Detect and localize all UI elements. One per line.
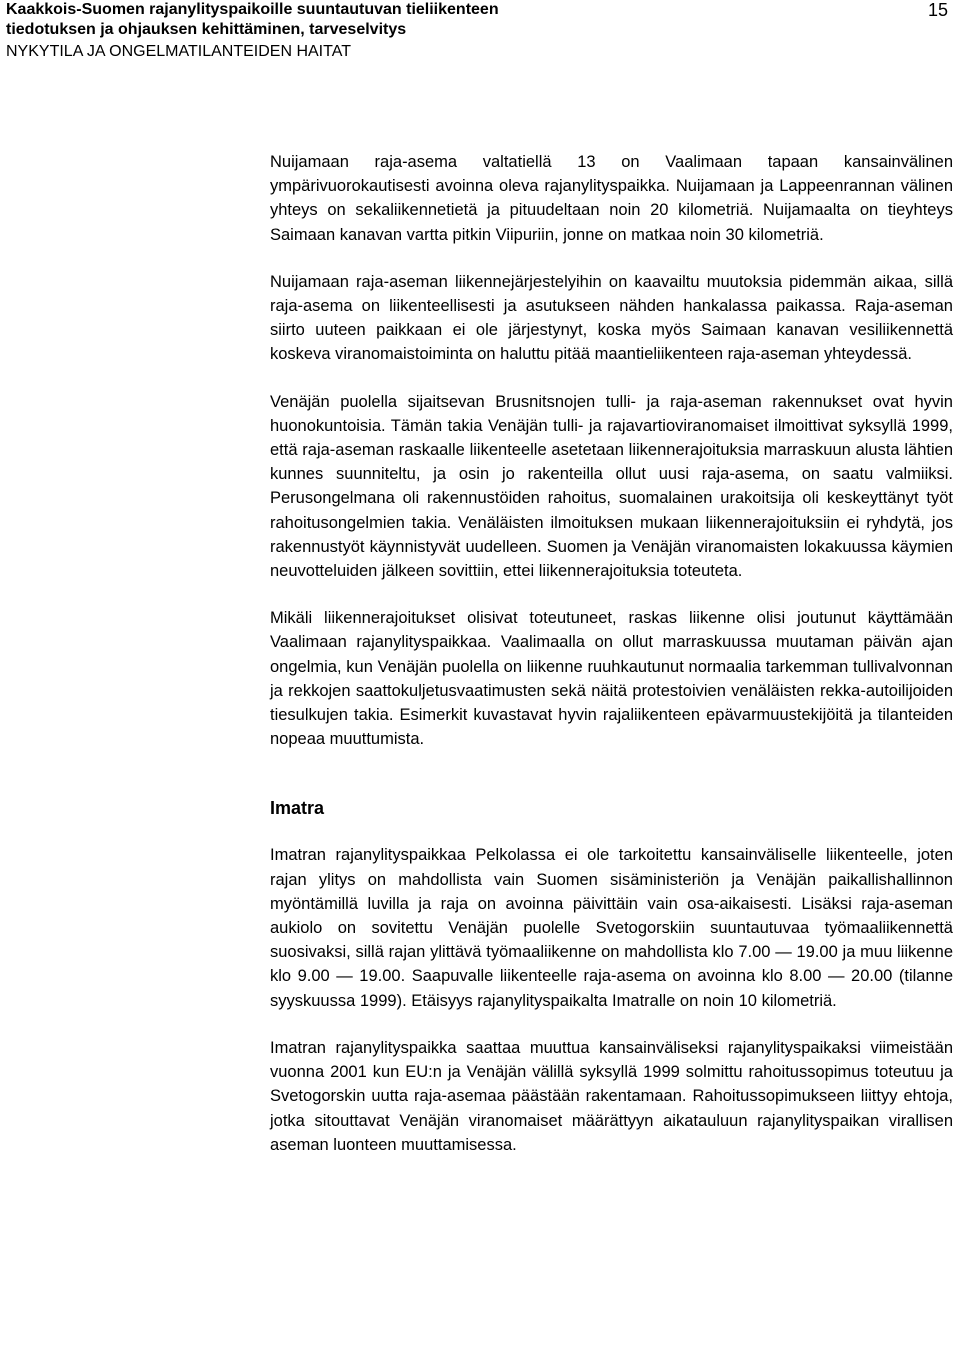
paragraph-nuijamaa-2: Nuijamaan raja-aseman liikennejärjestelyihin on kaavailtu muutoksia pidemmän aikaa, sillä raja-asema on liikenteellisesti ja asutukseen nähden hankalassa paikassa. Raja-aseman siirto uuteen paikkaan ei ole järjestynyt, koska myös Saimaan kanavan vesiliikennettä koskeva viranomaistoiminta on haluttu pitää maantieliikenteen raja-aseman yhteydessä. <box>270 272 953 364</box>
paragraph-imatra-1: Imatran rajanylityspaikkaa Pelkolassa ei ole tarkoitettu kansainväliselle liikenteelle, joten rajan ylitys on mahdollista vain Suomen sisäministeriön ja Venäjän paikallishallinnon myöntämillä luvilla ja raja on avoinna päivittäin vain osa-aikaisesti. Lisäksi raja-aseman aukiolo on sovitettu Venäjän puolelle Svetogorskiin suuntautuvaa työmaaliikennettä suosivaksi, sillä rajan ylittävä työmaaliikenne on mahdollista klo 7.00 — 19.00 ja muu liikenne klo 9.00 — 19.00. Saapuvalle liikenteelle raja-asema on avoinna klo 8.00 — 20.00 (tilanne syyskuussa 1999). Etäisyys rajanylityspaikalta Imatralle on noin 10 kilometriä. <box>270 846 953 1010</box>
section-heading-imatra: Imatra <box>270 798 325 819</box>
page-number: 15 <box>927 0 948 20</box>
paragraph-imatra-2: Imatran rajanylityspaikka saattaa muuttua kansainväliseksi rajanylityspaikaksi viimeistään vuonna 2001 kun EU:n ja Venäjän välillä syksyllä 1999 solmittu rahoitussopimus toteutuu ja Svetogorskin uutta raja-asemaa päästään rakentamaan. Rahoitussopimukseen liittyy ehtoja, jotka sitouttavat Venäjän viranomaiset määrättyyn aikatauluun rajanylityspaikan virallisen aseman luonteen muuttamisessa. <box>270 1038 953 1154</box>
header-title-line-2: tiedotuksen ja ohjauksen kehittäminen, tarveselvitys <box>6 21 407 38</box>
page-header <box>6 0 946 63</box>
paragraph-nuijamaa-3: Venäjän puolella sijaitsevan Brusnitsnojen tulli- ja raja-aseman rakennukset ovat hyvin huonokuntoisia. Tämän takia Venäjän tulli- ja rajavartioviranomaiset ilmoittivat syksyllä 1999, että raja-aseman raskaalle liikenteelle asetetaan liikennerajoituksia marraskuun alusta lähtien kunnes suunniteltu, ja osin jo rakenteilla ollut uusi raja-asema, on saatu valmiiksi. Perusongelmana oli rakennustöiden rahoitus, suomalainen urakoitsija oli keskeyttänyt työt rahoitusongelmien takia. Venäläisten ilmoituksen mukaan liikennerajoituksiin ei ryhdytä, jos rakennustyöt käynnistyvät uudelleen. Suomen ja Venäjän viranomaisten lokakuussa käymien neuvotteluiden jälkeen sovittiin, ettei liikennerajoituksia toteuteta. <box>270 392 953 581</box>
header-title-line-1: Kaakkois-Suomen rajanylityspaikoille suuntautuvan tieliikenteen <box>6 1 499 18</box>
header-subtitle: NYKYTILA JA ONGELMATILANTEIDEN HAITAT <box>6 43 351 60</box>
paragraph-nuijamaa-4: Mikäli liikennerajoitukset olisivat toteutuneet, raskas liikenne olisi joutunut käyttämään Vaalimaan rajanylityspaikkaa. Vaalimaalla on ollut marraskuussa muutaman päivän ajan ongelmia, kun Venäjän puolella on liikenne ruuhkautunut normaalia tarkemman tullivalvonnan ja rekkojen saattokuljetusvaatimusten sekä näitä protestoivien venäläisten rekka-autoilijoiden tiesulkujen takia. Esimerkit kuvastavat hyvin rajaliikenteen epävarmuustekijöitä ja tilanteiden nopeaa muuttumista. <box>270 609 953 749</box>
paragraph-nuijamaa-1: Nuijamaan raja-asema valtatiellä 13 on Vaalimaan tapaan kansainvälinen ympärivuorokautisesti avoinna oleva rajanylityspaikka. Nuijamaan ja Lappeenrannan välinen yhteys on sekaliikennetietä ja pituudeltaan noin 20 kilometriä. Nuijamaalta on tieyhteys Saimaan kanavan vartta pitkin Viipuriin, jonne on matkaa noin 30 kilometriä. <box>270 153 953 244</box>
document-body <box>270 150 953 1180</box>
